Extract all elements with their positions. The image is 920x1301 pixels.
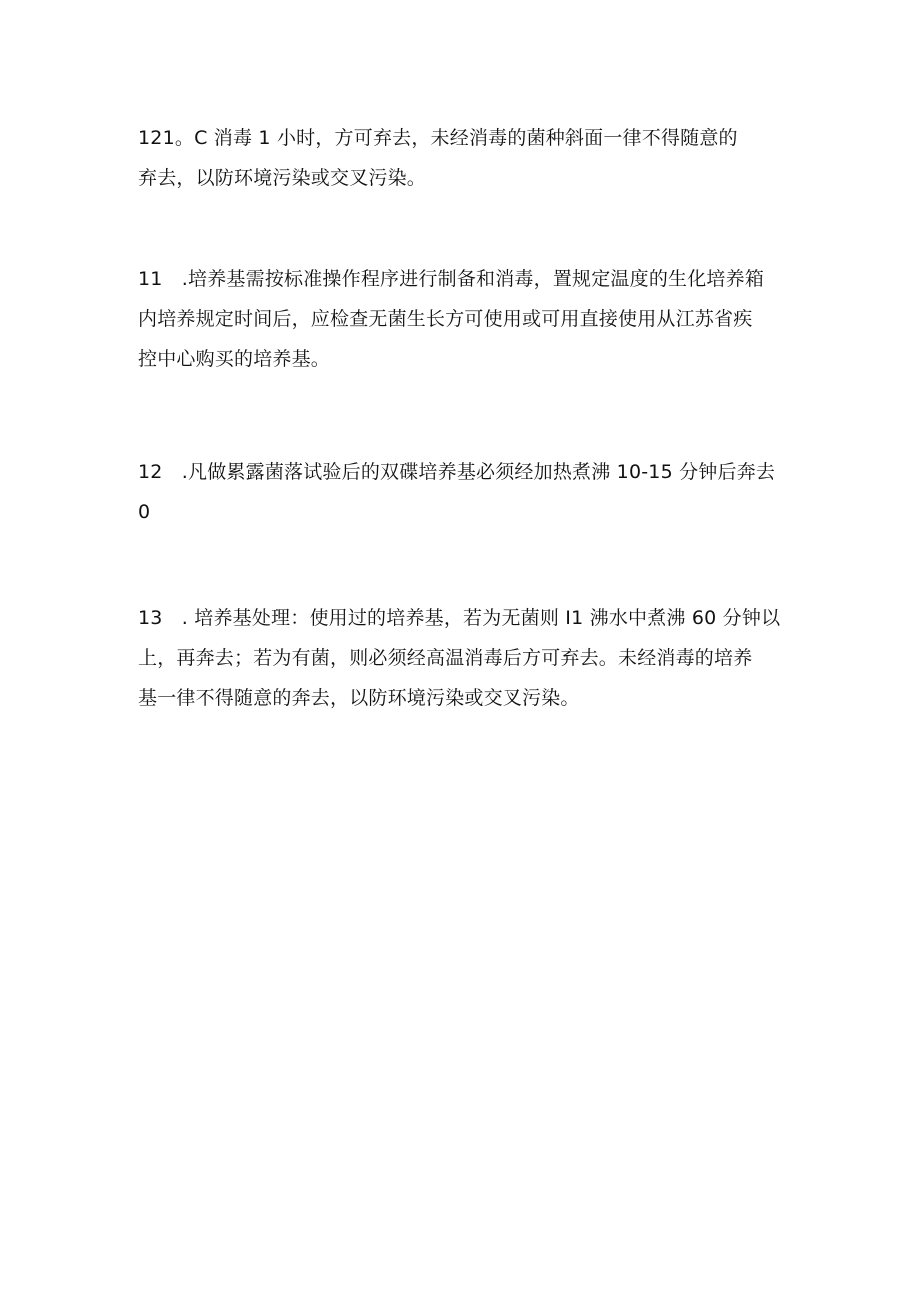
paragraph-item-11	[138, 259, 798, 379]
paragraph-line: 0	[138, 501, 151, 523]
paragraph-line: 内培养规定时间后，应检查无菌生长方可使用或可用直接使用从江苏省疾	[138, 308, 753, 330]
paragraph-line: 上，再奔去；若为有菌，则必须经高温消毒后方可弃去。未经消毒的培养	[138, 647, 753, 669]
paragraph-line: 12 .凡做累露菌落试验后的双碟培养基必须经加热煮沸 10-15 分钟后奔去	[138, 461, 776, 483]
paragraph-line: 弃去，以防环境污染或交叉污染。	[138, 167, 427, 189]
paragraph-line: 基一律不得随意的奔去，以防环境污染或交叉污染。	[138, 687, 580, 709]
paragraph-line: 11 .培养基需按标准操作程序进行制备和消毒，置规定温度的生化培养箱	[138, 268, 765, 290]
paragraph-item-13	[138, 598, 798, 718]
paragraph-line: 121。C 消毒 1 小时，方可弃去，未经消毒的菌种斜面一律不得随意的	[138, 127, 738, 149]
paragraph-item-12	[138, 452, 798, 532]
paragraph-line: 13 . 培养基处理：使用过的培养基，若为无菌则 I1 沸水中煮沸 60 分钟以	[138, 607, 781, 629]
paragraph-line: 控中心购买的培养基。	[138, 348, 331, 370]
paragraph-disinfection-strain	[138, 118, 798, 198]
